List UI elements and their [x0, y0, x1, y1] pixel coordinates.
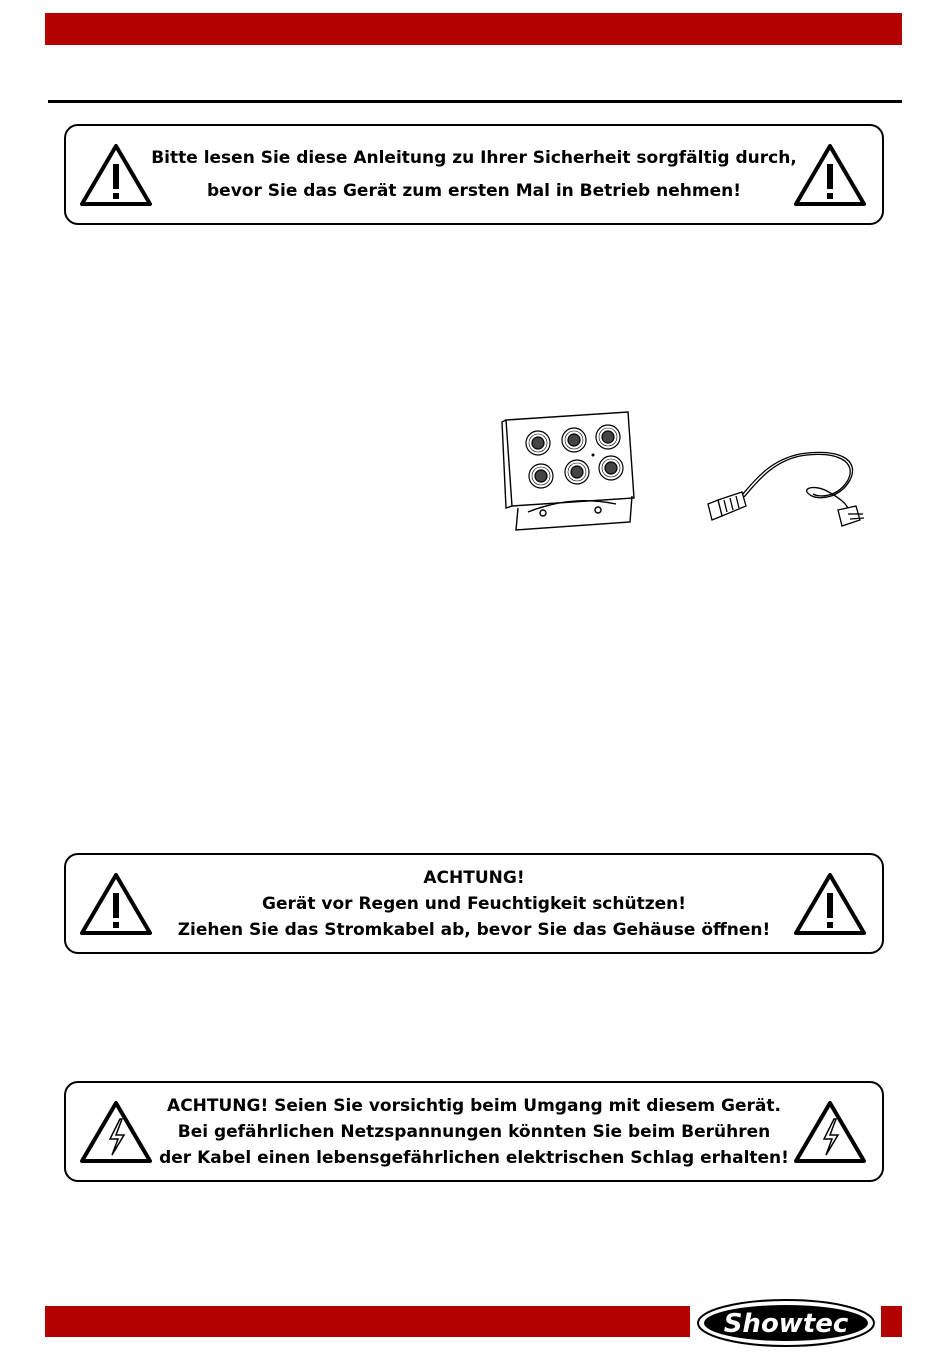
high-voltage-icon: [78, 1099, 154, 1165]
led-fixture-illustration: [498, 408, 643, 534]
warning-line: Gerät vor Regen und Feuchtigkeit schützen!: [262, 893, 686, 914]
warning-exclamation-icon: [78, 871, 154, 937]
warning-line: ACHTUNG! Seien Sie vorsichtig beim Umgang mit diesem Gerät.: [167, 1095, 781, 1116]
showtec-logo: [695, 1297, 877, 1349]
warning-line: der Kabel einen lebensgefährlichen elektrischen Schlag erhalten!: [159, 1147, 789, 1168]
header-bar: [45, 13, 902, 45]
notice-line: bevor Sie das Gerät zum ersten Mal in Betrieb nehmen!: [207, 180, 741, 201]
warning-line: Ziehen Sie das Stromkabel ab, bevor Sie das Gehäuse öffnen!: [177, 919, 771, 940]
warning-exclamation-icon: [78, 142, 154, 208]
notice-line: Bitte lesen Sie diese Anleitung zu Ihrer Sicherheit sorgfältig durch,: [151, 147, 797, 168]
warning-exclamation-icon: [792, 142, 868, 208]
moisture-warning-box: [64, 853, 884, 954]
header-rule: [48, 100, 902, 103]
high-voltage-icon: [792, 1099, 868, 1165]
warning-exclamation-icon: [792, 871, 868, 937]
warning-line: Bei gefährlichen Netzspannungen könnten Sie beim Berühren: [177, 1121, 771, 1142]
electric-shock-warning-box: [64, 1081, 884, 1182]
warning-heading: ACHTUNG!: [423, 867, 525, 888]
safety-notice-box: [64, 124, 884, 225]
power-cable-illustration: [700, 440, 865, 535]
footer-bar: [45, 1306, 690, 1337]
logo-text: Showtec: [723, 1309, 849, 1339]
footer-bar-end: [881, 1306, 902, 1337]
